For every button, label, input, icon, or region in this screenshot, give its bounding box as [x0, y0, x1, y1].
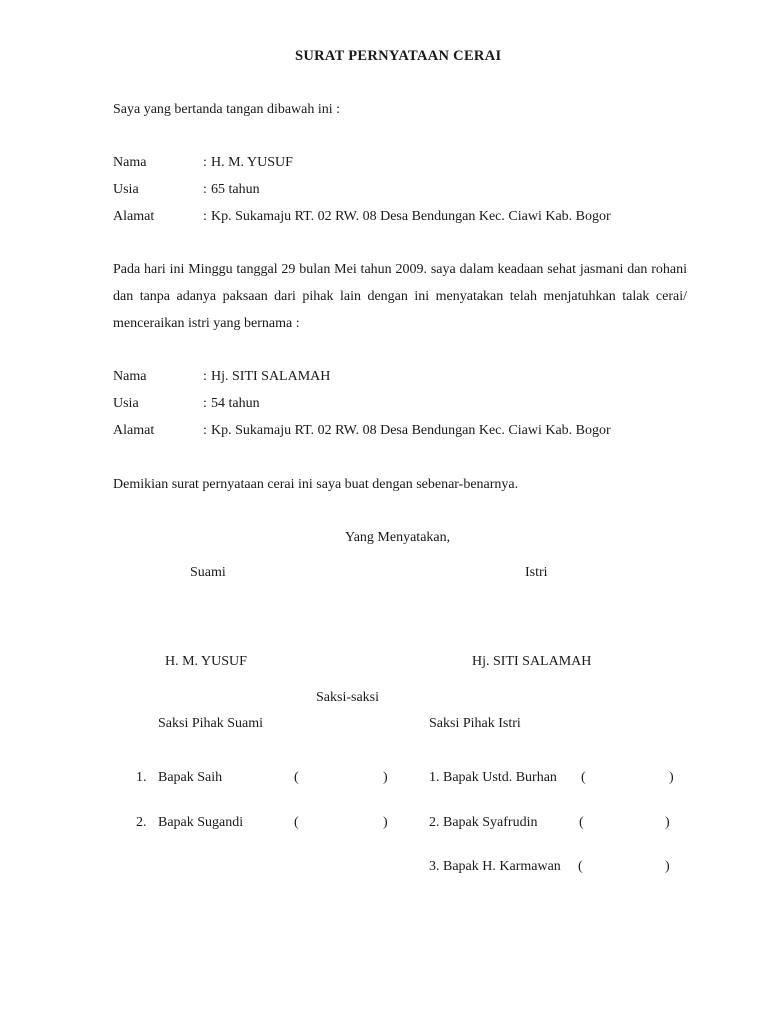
wife-witness-1 [0, 769, 768, 787]
field-value: Kp. Sukamaju RT. 02 RW. 08 Desa Bendungan Kec. Ciawi Kab. Bogor [211, 209, 611, 224]
field-colon: : [203, 155, 207, 170]
signature-open-paren: ( [294, 770, 299, 785]
field-value: 65 tahun [211, 182, 260, 197]
field-colon: : [203, 369, 207, 384]
witness-name: 1. Bapak Ustd. Burhan [429, 770, 557, 785]
wife-role-label: Istri [525, 565, 548, 580]
signature-open-paren: ( [581, 770, 586, 785]
witness-number: 2. [136, 815, 147, 830]
field-value: Hj. SITI SALAMAH [211, 369, 331, 384]
signature-close-paren: ) [383, 815, 388, 830]
signature-open-paren: ( [578, 859, 583, 874]
wife-witness-heading: Saksi Pihak Istri [429, 716, 521, 731]
husband-role-label: Suami [190, 565, 226, 580]
signature-close-paren: ) [665, 815, 670, 830]
witness-name: Bapak Sugandi [158, 815, 244, 830]
wife-witness-2 [0, 814, 768, 832]
signature-close-paren: ) [665, 859, 670, 874]
field-label: Alamat [113, 423, 155, 438]
field-label: Usia [113, 396, 139, 411]
field-colon: : [203, 182, 207, 197]
field-value: H. M. YUSUF [211, 155, 293, 170]
field-value: Kp. Sukamaju RT. 02 RW. 08 Desa Bendungan Kec. Ciawi Kab. Bogor [211, 423, 611, 438]
husband-signature-name: H. M. YUSUF [165, 654, 247, 669]
field-label: Usia [113, 182, 139, 197]
field-colon: : [203, 209, 207, 224]
witness-name: Bapak Saih [158, 770, 223, 785]
field-value: 54 tahun [211, 396, 260, 411]
signature-close-paren: ) [669, 770, 674, 785]
signature-open-paren: ( [579, 815, 584, 830]
field-label: Alamat [113, 209, 155, 224]
field-label: Nama [113, 369, 147, 384]
signature-close-paren: ) [383, 770, 388, 785]
field-label: Nama [113, 155, 147, 170]
signature-heading: Yang Menyatakan, [345, 530, 451, 545]
closing-text: Demikian surat pernyataan cerai ini saya buat dengan sebenar-benarnya. [113, 477, 519, 492]
witness-name: 2. Bapak Syafrudin [429, 815, 538, 830]
witness-name: 3. Bapak H. Karmawan [429, 859, 561, 874]
husband-witness-heading: Saksi Pihak Suami [158, 716, 264, 731]
field-colon: : [203, 423, 207, 438]
wife-witness-3 [0, 858, 768, 876]
field-colon: : [203, 396, 207, 411]
witnesses-heading: Saksi-saksi [316, 690, 379, 705]
intro-text: Saya yang bertanda tangan dibawah ini : [113, 102, 341, 117]
wife-signature-name: Hj. SITI SALAMAH [472, 654, 592, 669]
statement-paragraph: Pada hari ini Minggu tanggal 29 bulan Mei tahun 2009. saya dalam keadaan sehat jasmani dan rohani dan tanpa adanya paksaan dari pihak lain dengan ini menyatakan telah menjatuhkan talak cerai/ menceraikan istri yang bernama : [113, 262, 687, 331]
witness-number: 1. [136, 770, 147, 785]
document-title: SURAT PERNYATAAN CERAI [295, 48, 502, 64]
signature-open-paren: ( [294, 815, 299, 830]
